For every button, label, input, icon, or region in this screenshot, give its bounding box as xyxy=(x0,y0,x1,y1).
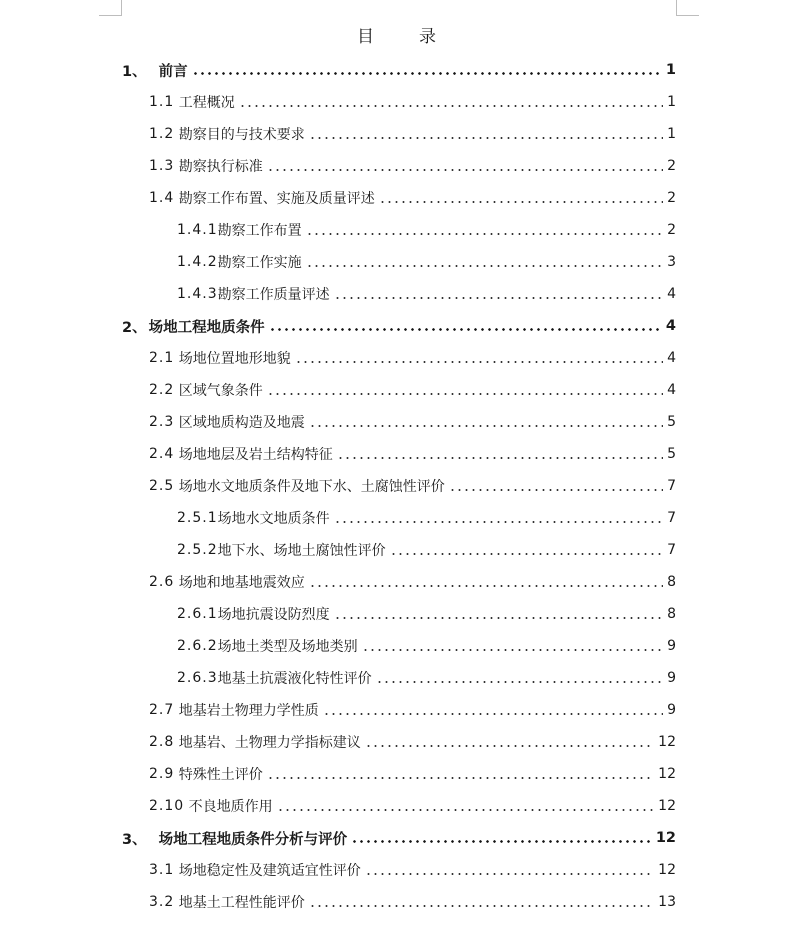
dot-leader xyxy=(269,328,662,331)
toc-entry-number: 2.5 xyxy=(149,478,175,494)
toc-entry-page: 7 xyxy=(667,510,676,526)
dot-leader xyxy=(309,137,663,139)
toc-entry[interactable] xyxy=(149,470,676,502)
dot-leader xyxy=(365,873,654,875)
dot-leader xyxy=(306,233,663,235)
toc-entry[interactable] xyxy=(149,150,676,182)
toc-entry-page: 12 xyxy=(655,830,676,846)
toc-entry-page: 12 xyxy=(658,862,676,878)
toc-entry-page: 12 xyxy=(658,798,676,814)
toc-entry-title: 勘察工作布置 xyxy=(217,223,302,239)
toc-entry-page: 7 xyxy=(667,478,676,494)
toc-entry[interactable] xyxy=(177,534,676,566)
toc-entry[interactable] xyxy=(149,406,676,438)
toc-entry-number: 1.4 xyxy=(149,190,175,206)
toc-entry[interactable] xyxy=(149,566,676,598)
toc-entry-title: 地基岩、土物理力学指标建议 xyxy=(178,735,361,751)
toc-entry-page: 4 xyxy=(665,318,676,334)
toc-entry[interactable] xyxy=(149,694,676,726)
toc-entry-page: 8 xyxy=(667,606,676,622)
toc-entry-number: 2.6.3 xyxy=(177,670,218,686)
toc-entry[interactable] xyxy=(177,598,676,630)
toc-entry-title: 地基土工程性能评价 xyxy=(178,895,305,911)
toc-entry-number: 2.3 xyxy=(149,414,175,430)
toc-entry-number: 2.2 xyxy=(149,382,175,398)
dot-leader xyxy=(239,105,663,107)
toc-entry-title: 场地土类型及场地类别 xyxy=(217,639,358,655)
dot-leader xyxy=(192,72,662,75)
toc-entry-title: 区域地质构造及地震 xyxy=(178,415,305,431)
toc-entry[interactable] xyxy=(177,278,676,310)
toc-entry[interactable] xyxy=(122,822,676,854)
toc-entry-page: 1 xyxy=(667,126,676,142)
toc-entry[interactable] xyxy=(149,758,676,790)
toc-entry-title: 场地抗震设防烈度 xyxy=(217,607,330,623)
toc-entry-number: 1、 xyxy=(122,63,147,80)
toc-entry-number: 1.1 xyxy=(149,94,175,110)
toc-entry[interactable] xyxy=(149,886,676,918)
toc-entry[interactable] xyxy=(122,54,676,86)
toc-entry-title: 地基岩土物理力学性质 xyxy=(178,703,319,719)
toc-entry[interactable] xyxy=(149,726,676,758)
toc-entry-number: 1.4.2 xyxy=(177,254,218,270)
toc-entry[interactable] xyxy=(177,662,676,694)
dot-leader xyxy=(267,169,663,171)
toc-entry-number: 2、 xyxy=(122,319,147,336)
toc-entry-page: 5 xyxy=(667,414,676,430)
toc-entry-number: 2.5.2 xyxy=(177,542,218,558)
dot-leader xyxy=(334,617,663,619)
toc-entry-title: 场地水文地质条件及地下水、土腐蚀性评价 xyxy=(178,479,445,495)
toc-entry-number: 2.6.2 xyxy=(177,638,218,654)
toc-entry-page: 1 xyxy=(665,62,676,78)
toc-entry-page: 2 xyxy=(667,158,676,174)
toc-entry-title: 场地工程地质条件 xyxy=(148,319,265,336)
toc-entry-number: 3、 xyxy=(122,831,147,848)
toc-entry[interactable] xyxy=(149,790,676,822)
toc-entry-number: 3.1 xyxy=(149,862,175,878)
toc-entry-title: 场地稳定性及建筑适宜性评价 xyxy=(178,863,361,879)
toc-entry-page: 4 xyxy=(667,286,676,302)
toc-entry[interactable] xyxy=(149,182,676,214)
toc-entry[interactable] xyxy=(149,438,676,470)
toc-entry-title: 场地和地基地震效应 xyxy=(178,575,305,591)
dot-leader xyxy=(323,713,663,715)
toc-entry-number: 2.5.1 xyxy=(177,510,218,526)
dot-leader xyxy=(365,745,654,747)
dot-leader xyxy=(376,681,663,683)
toc-entry-page: 3 xyxy=(667,254,676,270)
toc-entry-page: 1 xyxy=(667,94,676,110)
toc-entry[interactable] xyxy=(149,342,676,374)
toc-entry-number: 1.2 xyxy=(149,126,175,142)
toc-entry[interactable] xyxy=(149,374,676,406)
dot-leader xyxy=(309,425,663,427)
toc-entry-page: 9 xyxy=(667,670,676,686)
toc-entry[interactable] xyxy=(149,118,676,150)
toc-entry-title: 勘察工作实施 xyxy=(217,255,302,271)
dot-leader xyxy=(309,905,654,907)
toc-entry-title: 地基土抗震液化特性评价 xyxy=(217,671,372,687)
toc-entry-title: 地下水、场地土腐蚀性评价 xyxy=(217,543,386,559)
toc-entry-number: 2.1 xyxy=(149,350,175,366)
toc-entry[interactable] xyxy=(149,86,676,118)
toc-entry-title: 场地位置地形地貌 xyxy=(178,351,291,367)
toc-entry-title: 工程概况 xyxy=(178,95,235,111)
dot-leader xyxy=(390,553,663,555)
toc-entry-number: 3.2 xyxy=(149,894,175,910)
toc-entry-title: 勘察工作布置、实施及质量评述 xyxy=(178,191,375,207)
toc-entry-title: 勘察目的与技术要求 xyxy=(178,127,305,143)
dot-leader xyxy=(295,361,663,363)
toc-entry-page: 7 xyxy=(667,542,676,558)
dot-leader xyxy=(337,457,663,459)
toc-entry-page: 5 xyxy=(667,446,676,462)
toc-entry-title: 前言 xyxy=(158,63,188,80)
toc-entry-page: 2 xyxy=(667,222,676,238)
toc-entry[interactable] xyxy=(177,502,676,534)
dot-leader xyxy=(362,649,663,651)
toc-entry-number: 2.6.1 xyxy=(177,606,218,622)
toc-entry-number: 2.4 xyxy=(149,446,175,462)
dot-leader xyxy=(267,777,654,779)
toc-entry-title: 特殊性土评价 xyxy=(178,767,263,783)
dot-leader xyxy=(306,265,663,267)
toc-entry-number: 1.4.1 xyxy=(177,222,218,238)
toc-entry-title: 勘察执行标准 xyxy=(178,159,263,175)
toc-entry[interactable] xyxy=(149,854,676,886)
toc-entry-page: 2 xyxy=(667,190,676,206)
toc-entry-page: 12 xyxy=(658,766,676,782)
dot-leader xyxy=(277,809,655,811)
toc-entry-number: 2.7 xyxy=(149,702,175,718)
toc-entry-title: 勘察工作质量评述 xyxy=(217,287,330,303)
page-corner-mark-left xyxy=(99,0,122,16)
toc-entry-page: 12 xyxy=(658,734,676,750)
toc-entry-page: 4 xyxy=(667,350,676,366)
toc-entry-number: 2.9 xyxy=(149,766,175,782)
toc-entry-title: 场地水文地质条件 xyxy=(217,511,330,527)
dot-leader xyxy=(334,521,663,523)
toc-entry-page: 8 xyxy=(667,574,676,590)
toc-title: 目 录 xyxy=(357,27,450,47)
toc-entry-number: 2.8 xyxy=(149,734,175,750)
toc-entry-title: 区域气象条件 xyxy=(178,383,263,399)
toc-entry-page: 9 xyxy=(667,638,676,654)
dot-leader xyxy=(449,489,663,491)
toc-entry-title: 场地工程地质条件分析与评价 xyxy=(158,831,348,848)
toc-entry-number: 1.3 xyxy=(149,158,175,174)
toc-entry-number: 2.6 xyxy=(149,574,175,590)
dot-leader xyxy=(334,297,663,299)
toc-entry-number: 1.4.3 xyxy=(177,286,218,302)
dot-leader xyxy=(309,585,663,587)
dot-leader xyxy=(351,840,652,843)
toc-entry-page: 13 xyxy=(658,894,676,910)
dot-leader xyxy=(379,201,663,203)
toc-entry[interactable] xyxy=(122,310,676,342)
dot-leader xyxy=(267,393,663,395)
toc-entry-page: 9 xyxy=(667,702,676,718)
page-corner-mark-right xyxy=(676,0,699,16)
toc-entry-number: 2.10 xyxy=(149,798,185,814)
toc-entry[interactable] xyxy=(177,214,676,246)
toc-entry[interactable] xyxy=(177,630,676,662)
toc-entry-title: 不良地质作用 xyxy=(188,799,273,815)
toc-entry-title: 场地地层及岩土结构特征 xyxy=(178,447,333,463)
toc-entry-page: 4 xyxy=(667,382,676,398)
toc-entry[interactable] xyxy=(177,246,676,278)
